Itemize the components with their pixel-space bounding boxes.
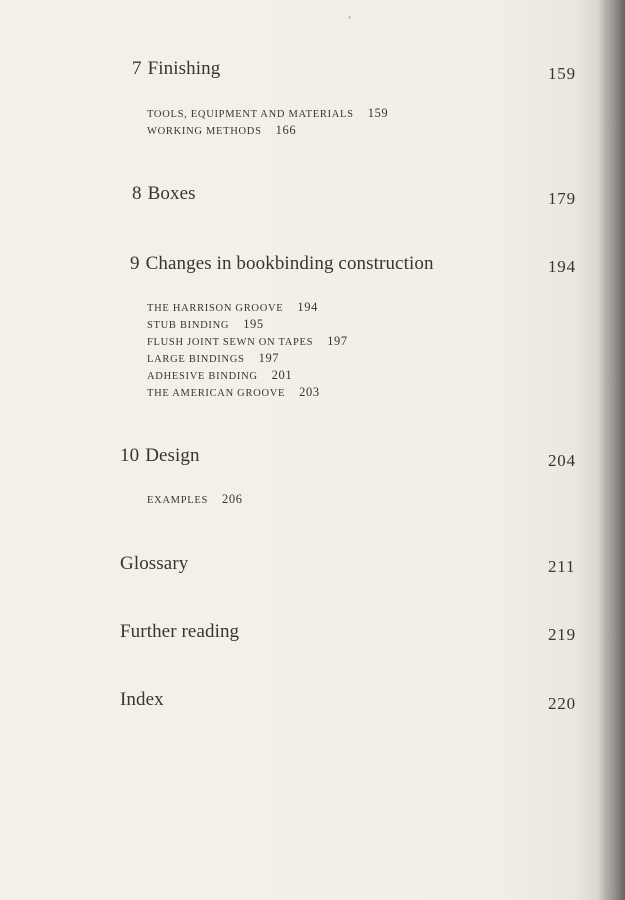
subsection-page: 166 <box>275 123 297 137</box>
chapter-8-title <box>132 183 196 205</box>
chapter-title: Boxes <box>147 183 196 204</box>
glossary-page: 211 <box>548 557 576 576</box>
subsection-entry <box>147 300 318 315</box>
subsection-entry <box>147 106 388 121</box>
index-title: Index <box>120 689 164 710</box>
subsection-page: 197 <box>258 351 280 365</box>
subsection-entry <box>147 492 243 507</box>
subsection-label: FLUSH JOINT SEWN ON TAPES <box>147 337 314 348</box>
chapter-title: Finishing <box>147 58 221 79</box>
index-page: 220 <box>548 694 576 713</box>
subsection-entry <box>147 334 348 349</box>
subsection-page: 195 <box>243 317 264 331</box>
chapter-title: Design <box>145 445 200 466</box>
subsection-page: 194 <box>297 300 318 314</box>
subsection-page: 206 <box>222 492 243 506</box>
subsection-entry <box>147 317 264 332</box>
subsection-label: TOOLS, EQUIPMENT AND MATERIALS <box>147 109 354 120</box>
subsection-label: THE AMERICAN GROOVE <box>147 388 286 399</box>
chapter-10-title <box>120 445 200 467</box>
subsection-label: ADHESIVE BINDING <box>147 371 258 382</box>
subsection-entry <box>147 385 320 400</box>
subsection-label: LARGE BINDINGS <box>147 354 245 365</box>
chapter-number: 10 <box>120 445 140 466</box>
chapter-8-page: 179 <box>548 189 576 208</box>
chapter-number: 7 <box>132 58 142 79</box>
chapter-number: 9 <box>130 253 140 274</box>
subsection-page: 197 <box>327 334 348 348</box>
chapter-number: 8 <box>132 183 142 204</box>
further-reading-title: Further reading <box>120 621 240 642</box>
subsection-entry <box>147 123 296 138</box>
further-reading-page: 219 <box>548 625 576 644</box>
subsection-label: WORKING METHODS <box>147 126 262 137</box>
chapter-7-title <box>132 58 220 80</box>
chapter-title: Changes in bookbinding construction <box>145 253 434 274</box>
chapter-10-page: 204 <box>548 451 576 470</box>
subsection-label: EXAMPLES <box>147 495 209 506</box>
subsection-entry <box>147 351 279 366</box>
chapter-9-title <box>130 253 434 275</box>
chapter-9-page: 194 <box>548 257 576 276</box>
subsection-entry <box>147 368 292 383</box>
subsection-page: 159 <box>367 106 389 120</box>
subsection-page: 201 <box>271 368 293 382</box>
subsection-label: THE HARRISON GROOVE <box>147 303 284 314</box>
glossary-title: Glossary <box>120 553 189 574</box>
subsection-page: 203 <box>299 385 320 399</box>
chapter-7-page: 159 <box>548 64 576 83</box>
subsection-label: STUB BINDING <box>147 320 230 331</box>
paper-speck <box>348 16 351 19</box>
